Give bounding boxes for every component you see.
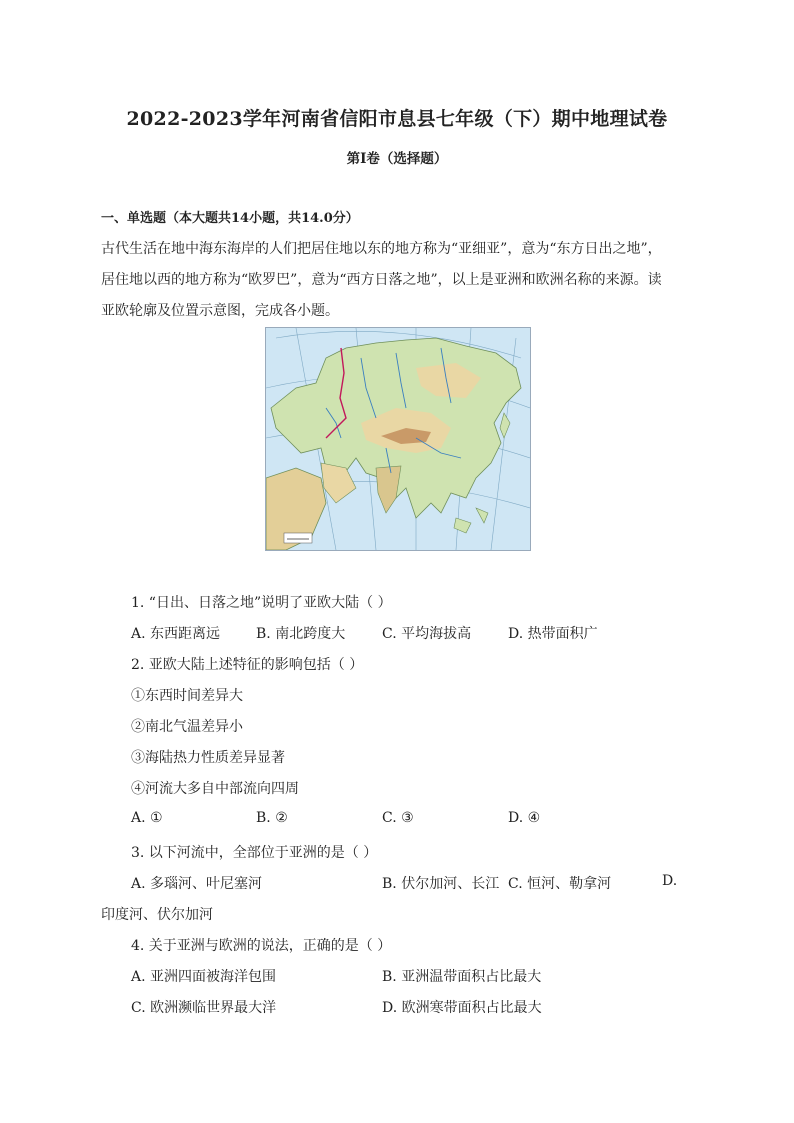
q3-option-d-text[interactable]: 印度河、伏尔加河 (101, 907, 213, 923)
q4-option-d[interactable]: D. 欧洲寒带面积占比最大 (382, 1000, 542, 1016)
map-scale-box (284, 533, 312, 543)
q1-option-c[interactable]: C. 平均海拔高 (382, 626, 472, 642)
q1-stem: 1. “日出、日落之地”说明了亚欧大陆（ ） (131, 595, 392, 611)
q2-option-c[interactable]: C. ③ (382, 810, 414, 826)
intro-line-1: 古代生活在地中海东海岸的人们把居住地以东的地方称为“亚细亚”，意为“东方日出之地”， (101, 241, 662, 257)
section-heading: 一、单选题（本大题共14小题，共14.0分） (101, 211, 359, 226)
q3-option-c[interactable]: C. 恒河、勒拿河 (508, 876, 612, 892)
q1-option-a[interactable]: A. 东西距离远 (131, 626, 221, 642)
q2-statement-3: ③海陆热力性质差异显著 (131, 750, 285, 766)
q4-option-b[interactable]: B. 亚洲温带面积占比最大 (382, 969, 542, 985)
q3-option-a[interactable]: A. 多瑙河、叶尼塞河 (131, 876, 263, 892)
q2-option-a[interactable]: A. ① (131, 810, 163, 826)
q1-option-b[interactable]: B. 南北跨度大 (256, 626, 346, 642)
eurasia-map (266, 328, 530, 550)
eurasia-map-figure (265, 327, 531, 551)
q3-option-d[interactable]: D. (662, 873, 678, 889)
q4-stem: 4. 关于亚洲与欧洲的说法，正确的是（ ） (131, 938, 392, 954)
q2-stem: 2. 亚欧大陆上述特征的影响包括（ ） (131, 657, 364, 673)
q2-statement-1: ①东西时间差异大 (131, 688, 243, 704)
volume-subtitle: 第I卷（选择题） (346, 151, 448, 167)
page-title: 2022-2023学年河南省信阳市息县七年级（下）期中地理试卷 (126, 108, 668, 130)
intro-line-3: 亚欧轮廓及位置示意图，完成各小题。 (101, 303, 339, 319)
q3-option-b[interactable]: B. 伏尔加河、长江 (382, 876, 500, 892)
q2-option-d[interactable]: D. ④ (508, 810, 541, 826)
q2-statement-4: ④河流大多自中部流向四周 (131, 781, 299, 797)
q1-option-d[interactable]: D. 热带面积广 (508, 626, 598, 642)
q4-option-a[interactable]: A. 亚洲四面被海洋包围 (131, 969, 277, 985)
q2-option-b[interactable]: B. ② (256, 810, 288, 826)
intro-line-2: 居住地以西的地方称为“欧罗巴”，意为“西方日落之地”，以上是亚洲和欧洲名称的来源。读 (101, 272, 662, 288)
q2-statement-2: ②南北气温差异小 (131, 719, 243, 735)
q4-option-c[interactable]: C. 欧洲濒临世界最大洋 (131, 1000, 277, 1016)
q3-stem: 3. 以下河流中，全部位于亚洲的是（ ） (131, 845, 378, 861)
